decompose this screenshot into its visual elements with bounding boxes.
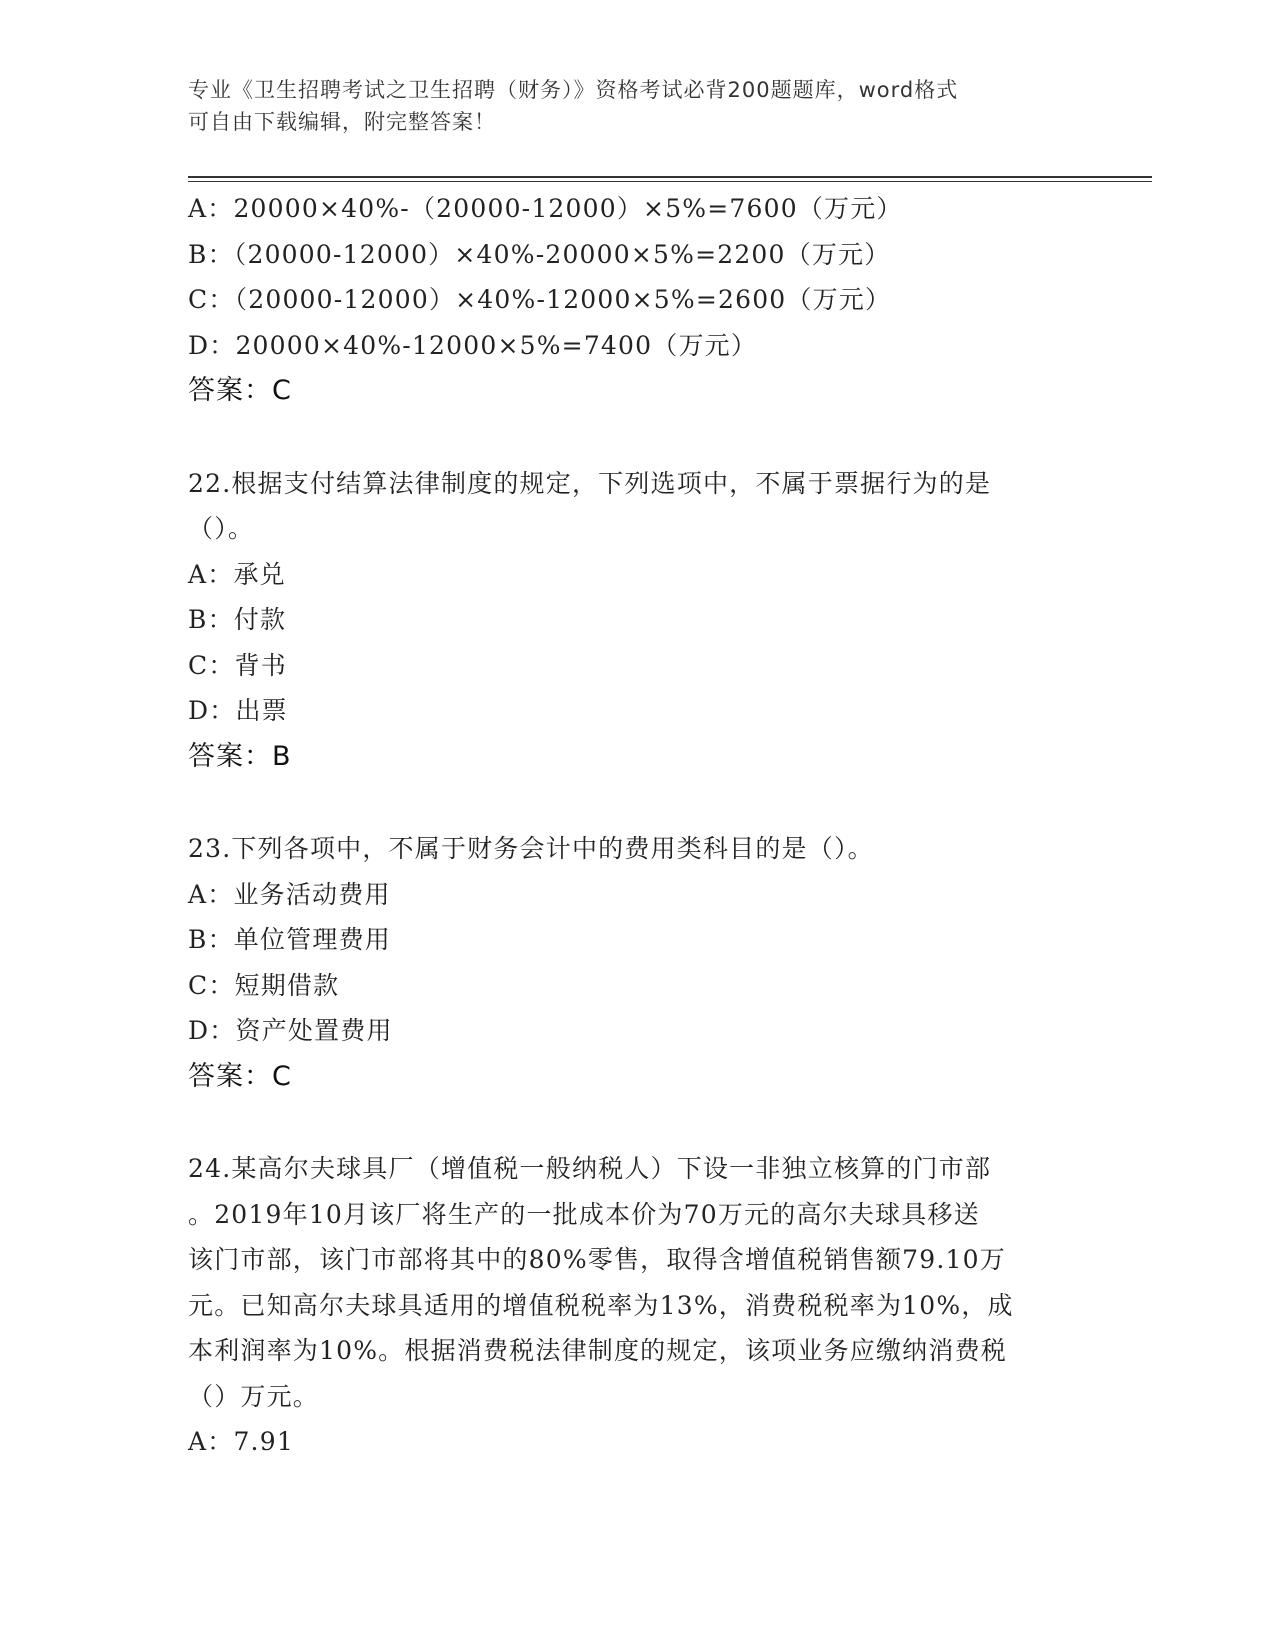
- answer: 答案：B: [188, 740, 292, 772]
- answer: 答案：C: [188, 1060, 292, 1092]
- question-stem-line: 。2019年10月该厂将生产的一批成本价为70万元的高尔夫球具移送: [188, 1199, 980, 1229]
- question-stem-line: 元。已知高尔夫球具适用的增值税税率为13%，消费税税率为10%，成: [188, 1290, 1014, 1320]
- header-title-line-2: 可自由下载编辑，附完整答案！: [188, 110, 496, 134]
- question-stem-line: 该门市部，该门市部将其中的80%零售，取得含增值税销售额79.10万: [188, 1245, 1006, 1274]
- option-a: A：20000×40%-（20000-12000）×5%=7600（万元）: [188, 194, 903, 223]
- spacer: [188, 779, 1088, 826]
- option-d: D：20000×40%-12000×5%=7400（万元）: [188, 330, 758, 360]
- question-21: [188, 186, 1088, 414]
- option-c: C：背书: [188, 650, 287, 680]
- option-b: B：单位管理费用: [188, 925, 391, 954]
- option-d: D：出票: [188, 696, 288, 725]
- option-c: C：（20000-12000）×40%-12000×5%=2600（万元）: [188, 285, 892, 314]
- spacer: [188, 1099, 1088, 1146]
- option-c: C：短期借款: [188, 970, 340, 1000]
- question-24: [188, 1146, 1088, 1465]
- header-divider-thick: [188, 176, 1152, 178]
- option-a: A：7.91: [188, 1427, 294, 1456]
- question-stem-line: 22.根据支付结算法律制度的规定，下列选项中，不属于票据行为的是: [188, 468, 992, 498]
- header-title-line-1: 专业《卫生招聘考试之卫生招聘（财务）》资格考试必背200题题库，word格式: [188, 78, 959, 102]
- spacer: [188, 414, 1088, 461]
- question-stem-line: （）。: [188, 514, 255, 543]
- option-b: B：付款: [188, 605, 287, 634]
- option-b: B：（20000-12000）×40%-20000×5%=2200（万元）: [188, 239, 891, 269]
- page-header: [188, 74, 1068, 138]
- option-a: A：业务活动费用: [188, 879, 391, 909]
- question-23: [188, 826, 1088, 1099]
- question-stem-line: 本利润率为10%。根据消费税法律制度的规定，该项业务应缴纳消费税: [188, 1336, 1007, 1365]
- option-d: D：资产处置费用: [188, 1016, 393, 1045]
- question-stem-line: （）万元。: [188, 1381, 320, 1411]
- header-divider-thin: [188, 181, 1152, 182]
- answer: 答案：C: [188, 375, 292, 406]
- question-stem-line: 24.某高尔夫球具厂（增值税一般纳税人）下设一非独立核算的门市部: [188, 1154, 992, 1183]
- option-a: A：承兑: [188, 559, 286, 589]
- question-22: [188, 461, 1088, 780]
- question-content: [188, 186, 1088, 1465]
- question-stem-line: 23.下列各项中，不属于财务会计中的费用类科目的是（）。: [188, 834, 874, 863]
